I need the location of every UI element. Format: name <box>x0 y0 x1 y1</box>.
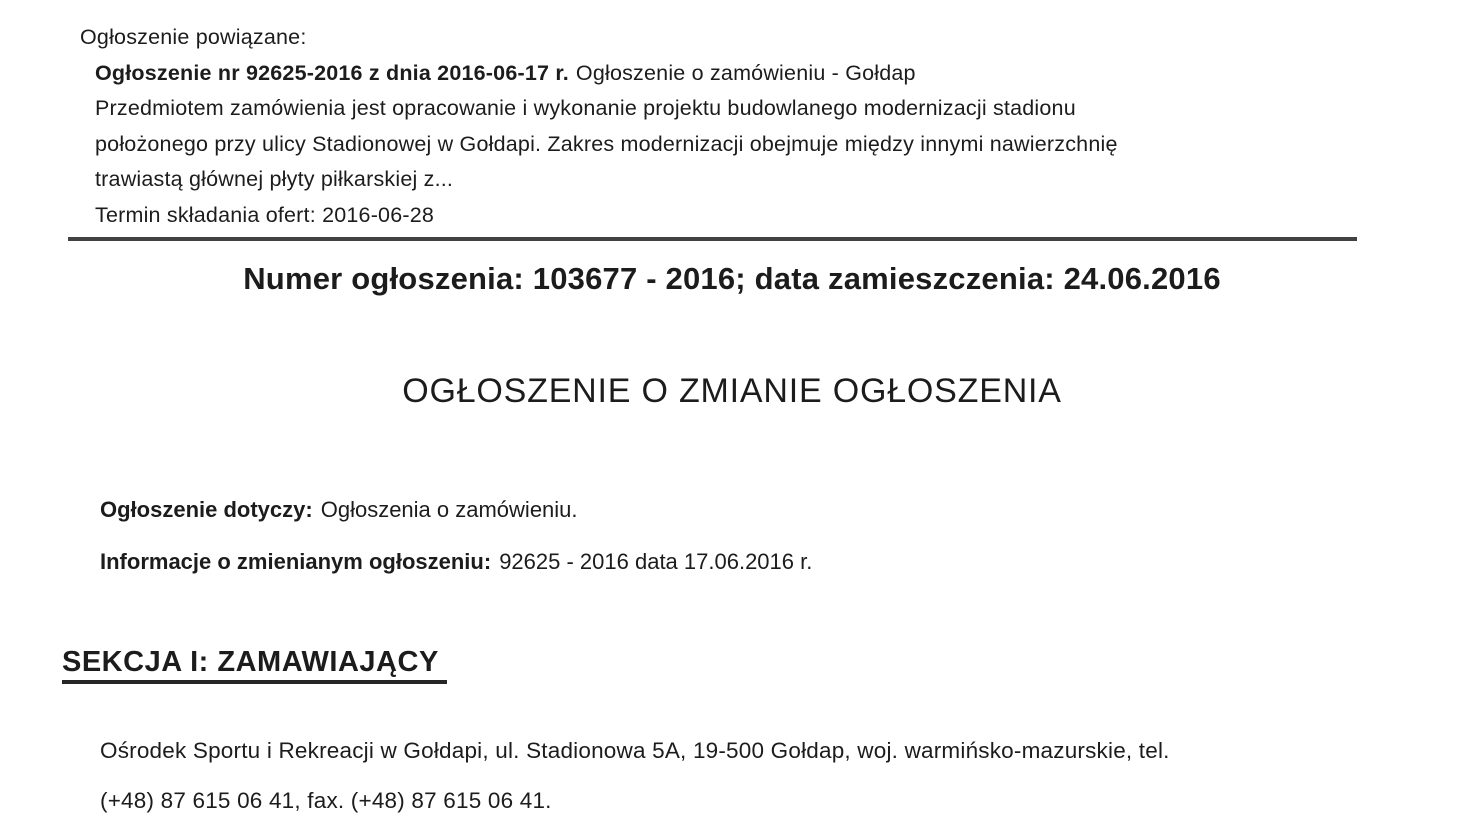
changed-announcement-value: 92625 - 2016 data 17.06.2016 r. <box>499 549 813 574</box>
related-announcement-ref-line <box>95 56 1118 92</box>
horizontal-divider <box>68 237 1357 241</box>
section-1-heading: SEKCJA I: ZAMAWIAJĄCY <box>62 645 447 684</box>
changed-announcement-label: Informacje o zmienianym ogłoszeniu: <box>100 549 492 574</box>
related-description-line-1: Przedmiotem zamówienia jest opracowanie i wykonanie projektu budowlanego modernizacji stadionu <box>95 96 1076 120</box>
contracting-authority-details <box>100 726 1170 824</box>
related-announcement-ref: Ogłoszenie nr 92625-2016 z dnia 2016-06-17 r. <box>95 60 569 85</box>
related-deadline: Termin składania ofert: 2016-06-28 <box>95 202 435 227</box>
related-description-line-3: trawiastą głównej płyty piłkarskiej z... <box>95 167 454 191</box>
concerns-value: Ogłoszenia o zamówieniu. <box>320 497 578 522</box>
concerns-label: Ogłoszenie dotyczy: <box>100 497 313 522</box>
announcement-number-line: Numer ogłoszenia: 103677 - 2016; data zamieszczenia: 24.06.2016 <box>243 261 1221 296</box>
announcement-concerns-line <box>100 497 578 523</box>
authority-address-line-2: (+48) 87 615 06 41, fax. (+48) 87 615 06 41. <box>100 788 552 813</box>
changed-announcement-line <box>100 549 812 575</box>
authority-address-line-1: Ośrodek Sportu i Rekreacji w Gołdapi, ul. Stadionowa 5A, 19-500 Gołdap, woj. warmińsko-mazurskie, tel. <box>100 738 1170 763</box>
related-description-line-2: położonego przy ulicy Stadionowej w Gołdapi. Zakres modernizacji obejmuje między innymi nawierzchnię <box>95 131 1118 156</box>
related-announcements-section <box>80 20 1118 233</box>
related-announcement-ref-suffix: Ogłoszenie o zamówieniu - Gołdap <box>575 60 916 85</box>
document-title: OGŁOSZENIE O ZMIANIE OGŁOSZENIA <box>402 372 1062 410</box>
related-label: Ogłoszenie powiązane: <box>80 25 307 49</box>
